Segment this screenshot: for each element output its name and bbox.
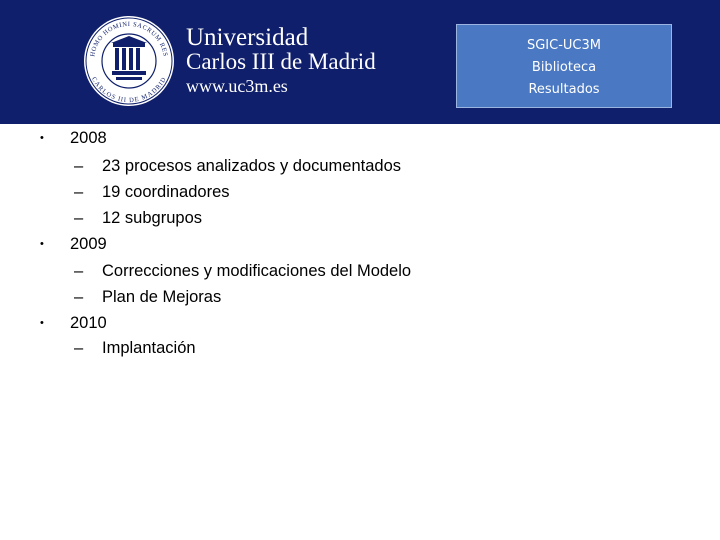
dash-icon: –	[74, 209, 84, 227]
dash-icon: –	[74, 157, 84, 175]
bullet-dot-icon: •	[40, 317, 44, 329]
sub-item-text: 23 procesos analizados y documentados	[102, 157, 402, 175]
bullet-item-2008	[40, 128, 107, 148]
seal-top-text: HOMO HOMINI SACRUM RES	[89, 20, 169, 58]
sub-item-text: 12 subgrupos	[102, 209, 202, 227]
bullet-item-2009	[40, 234, 107, 254]
bullet-item-2010	[40, 313, 107, 333]
university-url: www.uc3m.es	[186, 76, 288, 96]
slide-content	[0, 124, 720, 540]
dash-icon: –	[74, 288, 84, 306]
sub-item-text: Plan de Mejoras	[102, 288, 222, 306]
bullet-dot-icon: •	[40, 132, 44, 144]
sub-item	[74, 182, 230, 202]
sub-item	[74, 287, 222, 307]
badge-line-sgic: SGIC-UC3M	[526, 38, 601, 53]
bullet-dot-icon: •	[40, 238, 44, 250]
badge-line-resultados: Resultados	[528, 82, 600, 97]
header-bar	[0, 0, 720, 124]
sub-item	[74, 338, 196, 358]
sub-item-text: Correcciones y modificaciones del Modelo	[102, 262, 412, 280]
dash-icon: –	[74, 262, 84, 280]
sub-item	[74, 261, 412, 281]
bullet-label: 2008	[70, 129, 107, 147]
dash-icon: –	[74, 339, 84, 357]
seal-bottom-text: CARLOS III DE MADRID	[90, 76, 168, 105]
sub-item	[74, 156, 402, 176]
badge-line-biblioteca: Biblioteca	[531, 60, 597, 75]
university-subtitle: Carlos III de Madrid	[186, 49, 376, 74]
sub-item-text: 19 coordinadores	[102, 183, 230, 201]
university-seal-icon	[82, 14, 176, 108]
university-name: Universidad	[186, 24, 309, 51]
sub-item-text: Implantación	[102, 339, 196, 357]
bullet-label: 2010	[70, 314, 107, 332]
bullet-label: 2009	[70, 235, 107, 253]
section-badge	[456, 24, 672, 108]
sub-item	[74, 208, 202, 228]
dash-icon: –	[74, 183, 84, 201]
